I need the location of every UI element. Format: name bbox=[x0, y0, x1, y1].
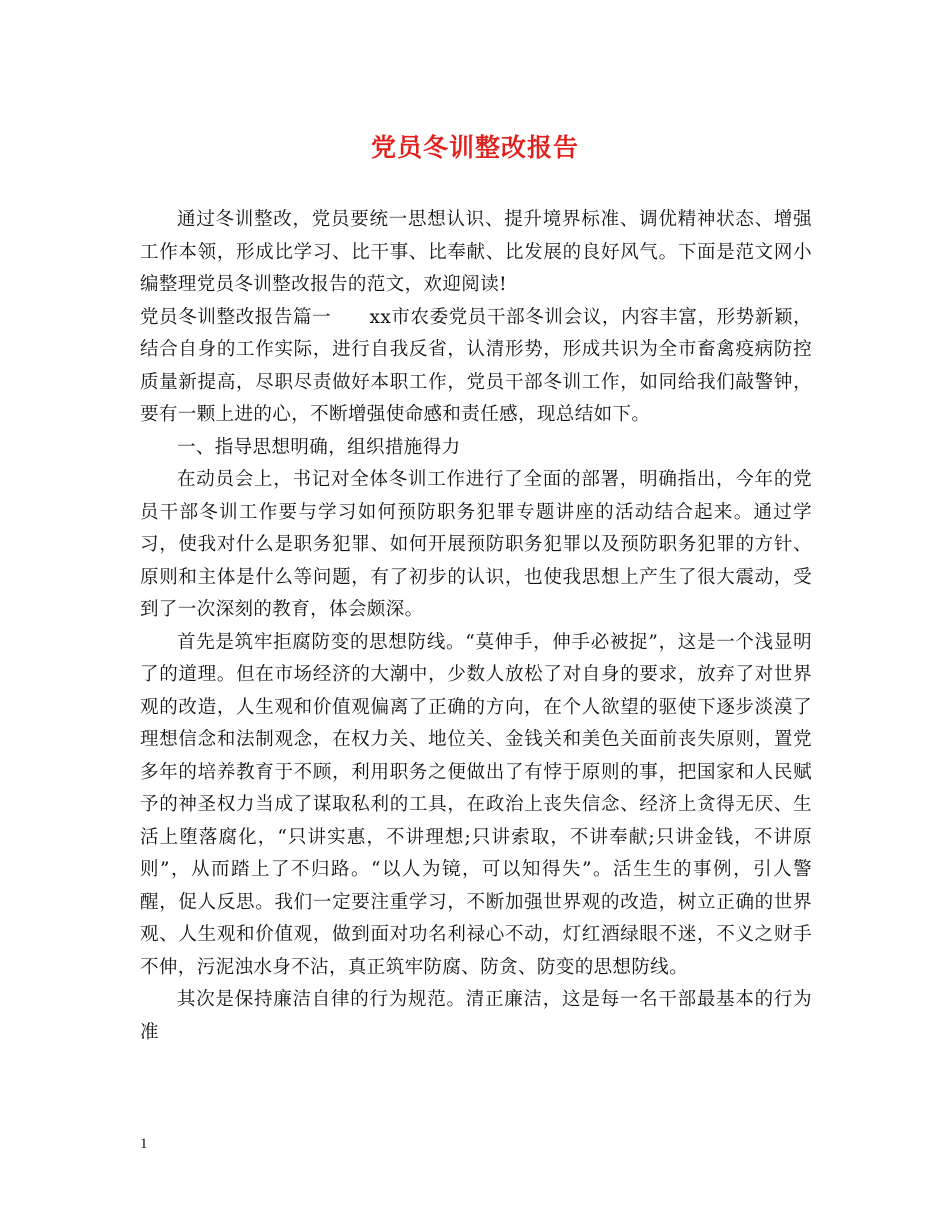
document-title: 党员冬训整改报告 bbox=[370, 133, 579, 162]
section-heading: 一、指导思想明确，组织措施得力 bbox=[177, 436, 461, 458]
document-body bbox=[140, 204, 812, 1049]
body-paragraph: 在动员会上，书记对全体冬训工作进行了全面的部署，明确指出，今年的党员干部冬训工作要与学习如何预防职务犯罪专题讲座的活动结合起来。通过学习，使我对什么是职务犯罪、如何开展预防职务犯罪以及预防职务犯罪的方针、原则和主体是什么等问题，有了初步的认识，也使我思想上产生了很大震动，受到了一次深刻的教育，体会颇深。 bbox=[140, 469, 812, 620]
section-one-paragraph: 党员冬训整改报告篇一 xx市农委党员干部冬训会议，内容丰富，形势新颖，结合自身的工作实际，进行自我反省，认清形势，形成共识为全市畜禽疫病防控质量新提高，尽职尽责做好本职工作，党员干部冬训工作，如同给我们敲警钟，要有一颗上进的心，不断增强使命感和责任感，现总结如下。 bbox=[140, 306, 812, 425]
body-paragraph: 首先是筑牢拒腐防变的思想防线。“莫伸手，伸手必被捉”，这是一个浅显明了的道理。但在市场经济的大潮中，少数人放松了对自身的要求，放弃了对世界观的改造，人生观和价值观偏离了正确的方向，在个人欲望的驱使下逐步淡漠了理想信念和法制观念，在权力关、地位关、金钱关和美色关面前丧失原则，置党多年的培养教育于不顾，利用职务之便做出了有悖于原则的事，把国家和人民赋予的神圣权力当成了谋取私利的工具，在政治上丧失信念、经济上贪得无厌、生活上堕落腐化，“只讲实惠，不讲理想;只讲索取，不讲奉献;只讲金钱，不讲原则”，从而踏上了不归路。“以人为镜，可以知得失”。活生生的事例，引人警醒，促人反思。我们一定要注重学习，不断加强世界观的改造，树立正确的世界观、人生观和价值观，做到面对功名利禄心不动，灯红酒绿眼不迷，不义之财手不伸，污泥浊水身不沾，真正筑牢防腐、防贪、防变的思想防线。 bbox=[140, 631, 812, 978]
body-paragraph: 其次是保持廉洁自律的行为规范。清正廉洁，这是每一名干部最基本的行为准 bbox=[140, 989, 812, 1043]
page-number: 1 bbox=[140, 1136, 148, 1152]
intro-paragraph: 通过冬训整改，党员要统一思想认识、提升境界标准、调优精神状态、增强工作本领，形成比学习、比干事、比奉献、比发展的良好风气。下面是范文网小编整理党员冬训整改报告的范文，欢迎阅读! bbox=[140, 209, 812, 295]
